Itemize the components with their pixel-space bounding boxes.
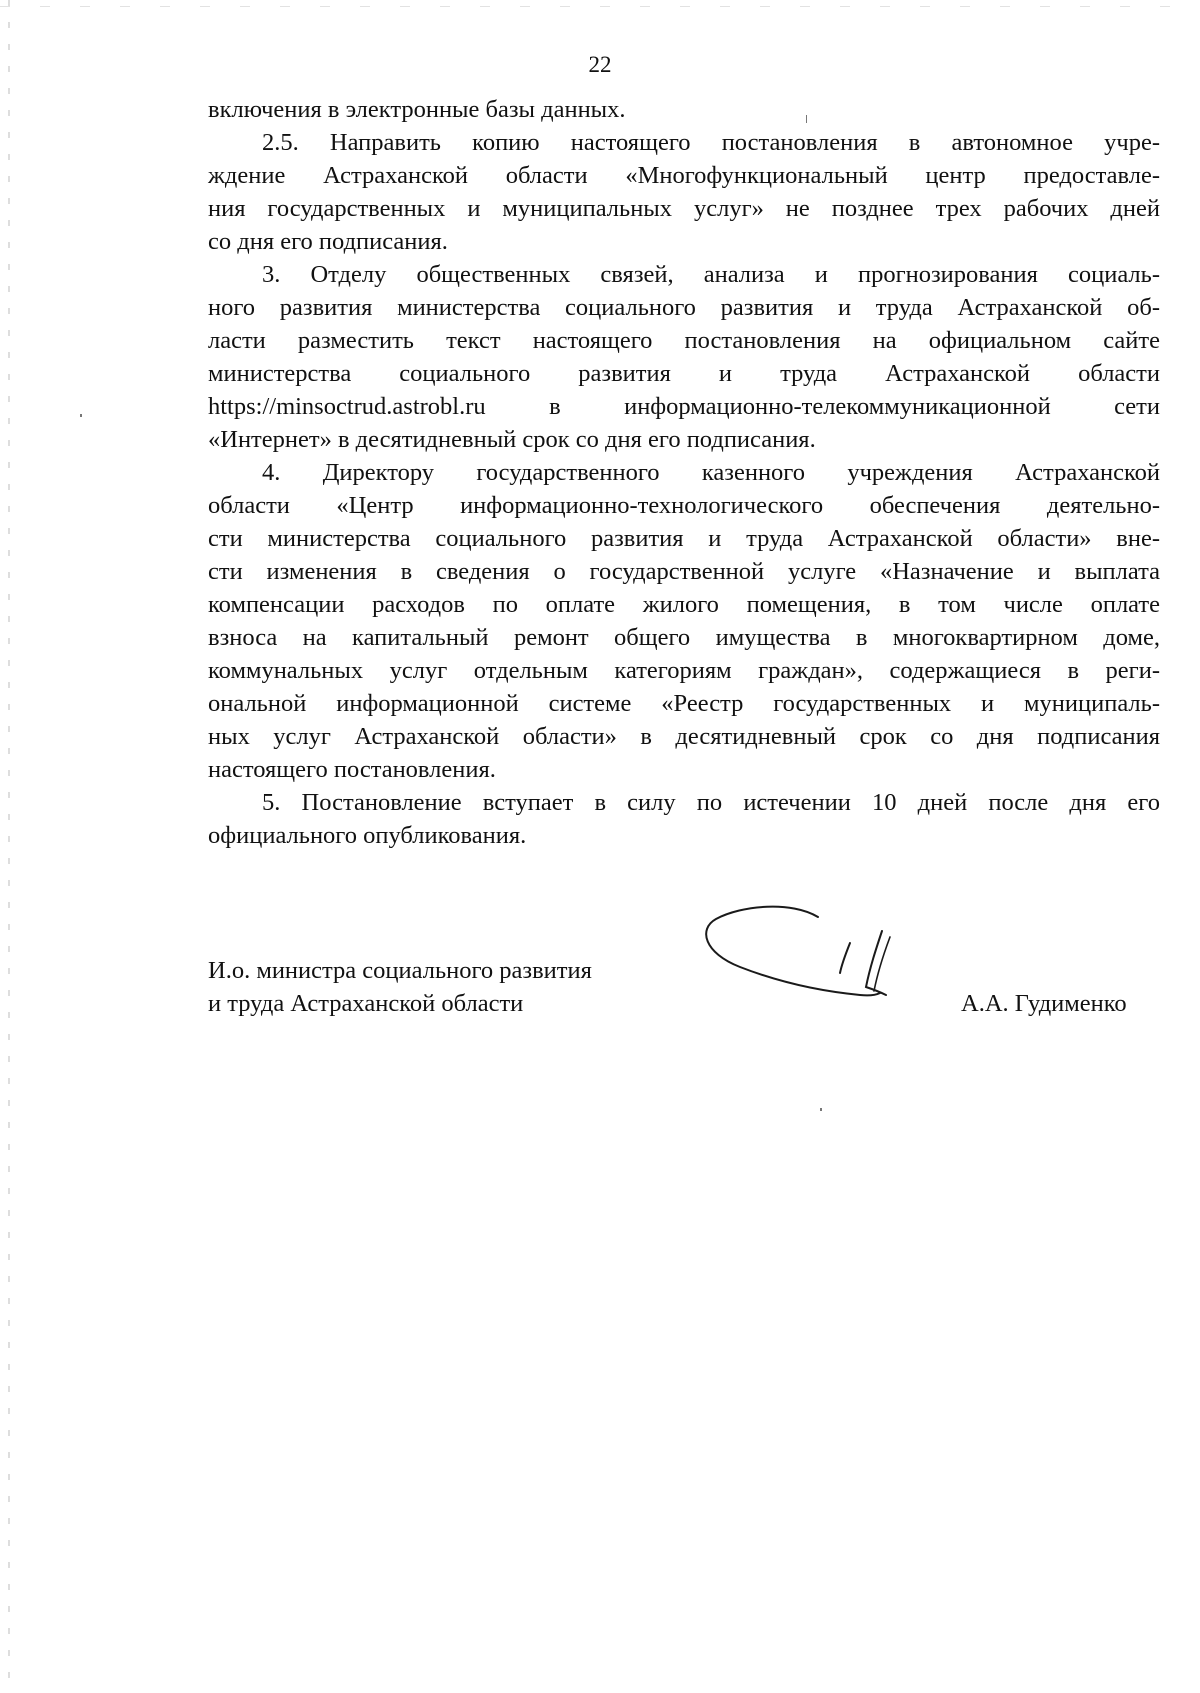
- scan-edge-artifact: [8, 0, 10, 1693]
- text-line: ного развития министерства социального развития и труда Астраханской об-: [208, 294, 1160, 321]
- scan-top-artifact: [0, 6, 1200, 7]
- page-number: 22: [588, 52, 612, 77]
- text-line: сти министерства социального развития и труда Астраханской области» вне-: [208, 525, 1160, 552]
- text-line: коммунальных услуг отдельным категориям граждан», содержащиеся в реги-: [208, 657, 1160, 684]
- text-line: 4. Директору государственного казенного учреждения Астраханской: [262, 459, 1160, 486]
- text-line: компенсации расходов по оплате жилого помещения, в том числе оплате: [208, 591, 1160, 618]
- paragraph-5: [208, 786, 1160, 852]
- text-line: https://minsoctrud.astrobl.ru в информационно-телекоммуникационной сети: [208, 393, 1160, 420]
- text-line: области «Центр информационно-технологического обеспечения деятельно-: [208, 492, 1160, 519]
- text-line: ональной информационной системе «Реестр государственных и муниципаль-: [208, 690, 1160, 717]
- text-line: официального опубликования.: [208, 822, 527, 849]
- text-line: министерства социального развития и труда Астраханской области: [208, 360, 1160, 387]
- signatory-title-line-1: И.о. министра социального развития: [208, 957, 592, 984]
- text-line: взноса на капитальный ремонт общего имущества в многоквартирном доме,: [208, 624, 1160, 651]
- text-line: сти изменения в сведения о государственной услуге «Назначение и выплата: [208, 558, 1160, 585]
- text-line: ния государственных и муниципальных услуг» не позднее трех рабочих дней: [208, 195, 1160, 222]
- document-body: [208, 93, 1160, 852]
- signature-block: [208, 954, 1160, 1020]
- text-line: ждение Астраханской области «Многофункциональный центр предоставле-: [208, 162, 1160, 189]
- text-line: «Интернет» в десятидневный срок со дня его подписания.: [208, 426, 816, 453]
- scan-speck: [806, 115, 807, 123]
- paragraph-continuation: [208, 93, 1160, 126]
- signatory-title-line-2: и труда Астраханской области: [208, 990, 524, 1017]
- signatory-name: А.А. Гудименко: [961, 990, 1127, 1017]
- text-line: 2.5. Направить копию настоящего постановления в автономное учре-: [262, 129, 1160, 156]
- text-line: 5. Постановление вступает в силу по истечении 10 дней после дня его: [262, 789, 1160, 816]
- scan-speck: [80, 414, 82, 417]
- text-line: включения в электронные базы данных.: [208, 96, 626, 123]
- text-line: 3. Отделу общественных связей, анализа и прогнозирования социаль-: [262, 261, 1160, 288]
- text-line: ных услуг Астраханской области» в десятидневный срок со дня подписания: [208, 723, 1160, 750]
- paragraph-4: [208, 456, 1160, 786]
- text-line: ласти разместить текст настоящего постановления на официальном сайте: [208, 327, 1160, 354]
- paragraph-2-5: [208, 126, 1160, 258]
- text-line: настоящего постановления.: [208, 756, 496, 783]
- scan-speck: [820, 1108, 822, 1111]
- text-line: со дня его подписания.: [208, 228, 448, 255]
- paragraph-3: [208, 258, 1160, 456]
